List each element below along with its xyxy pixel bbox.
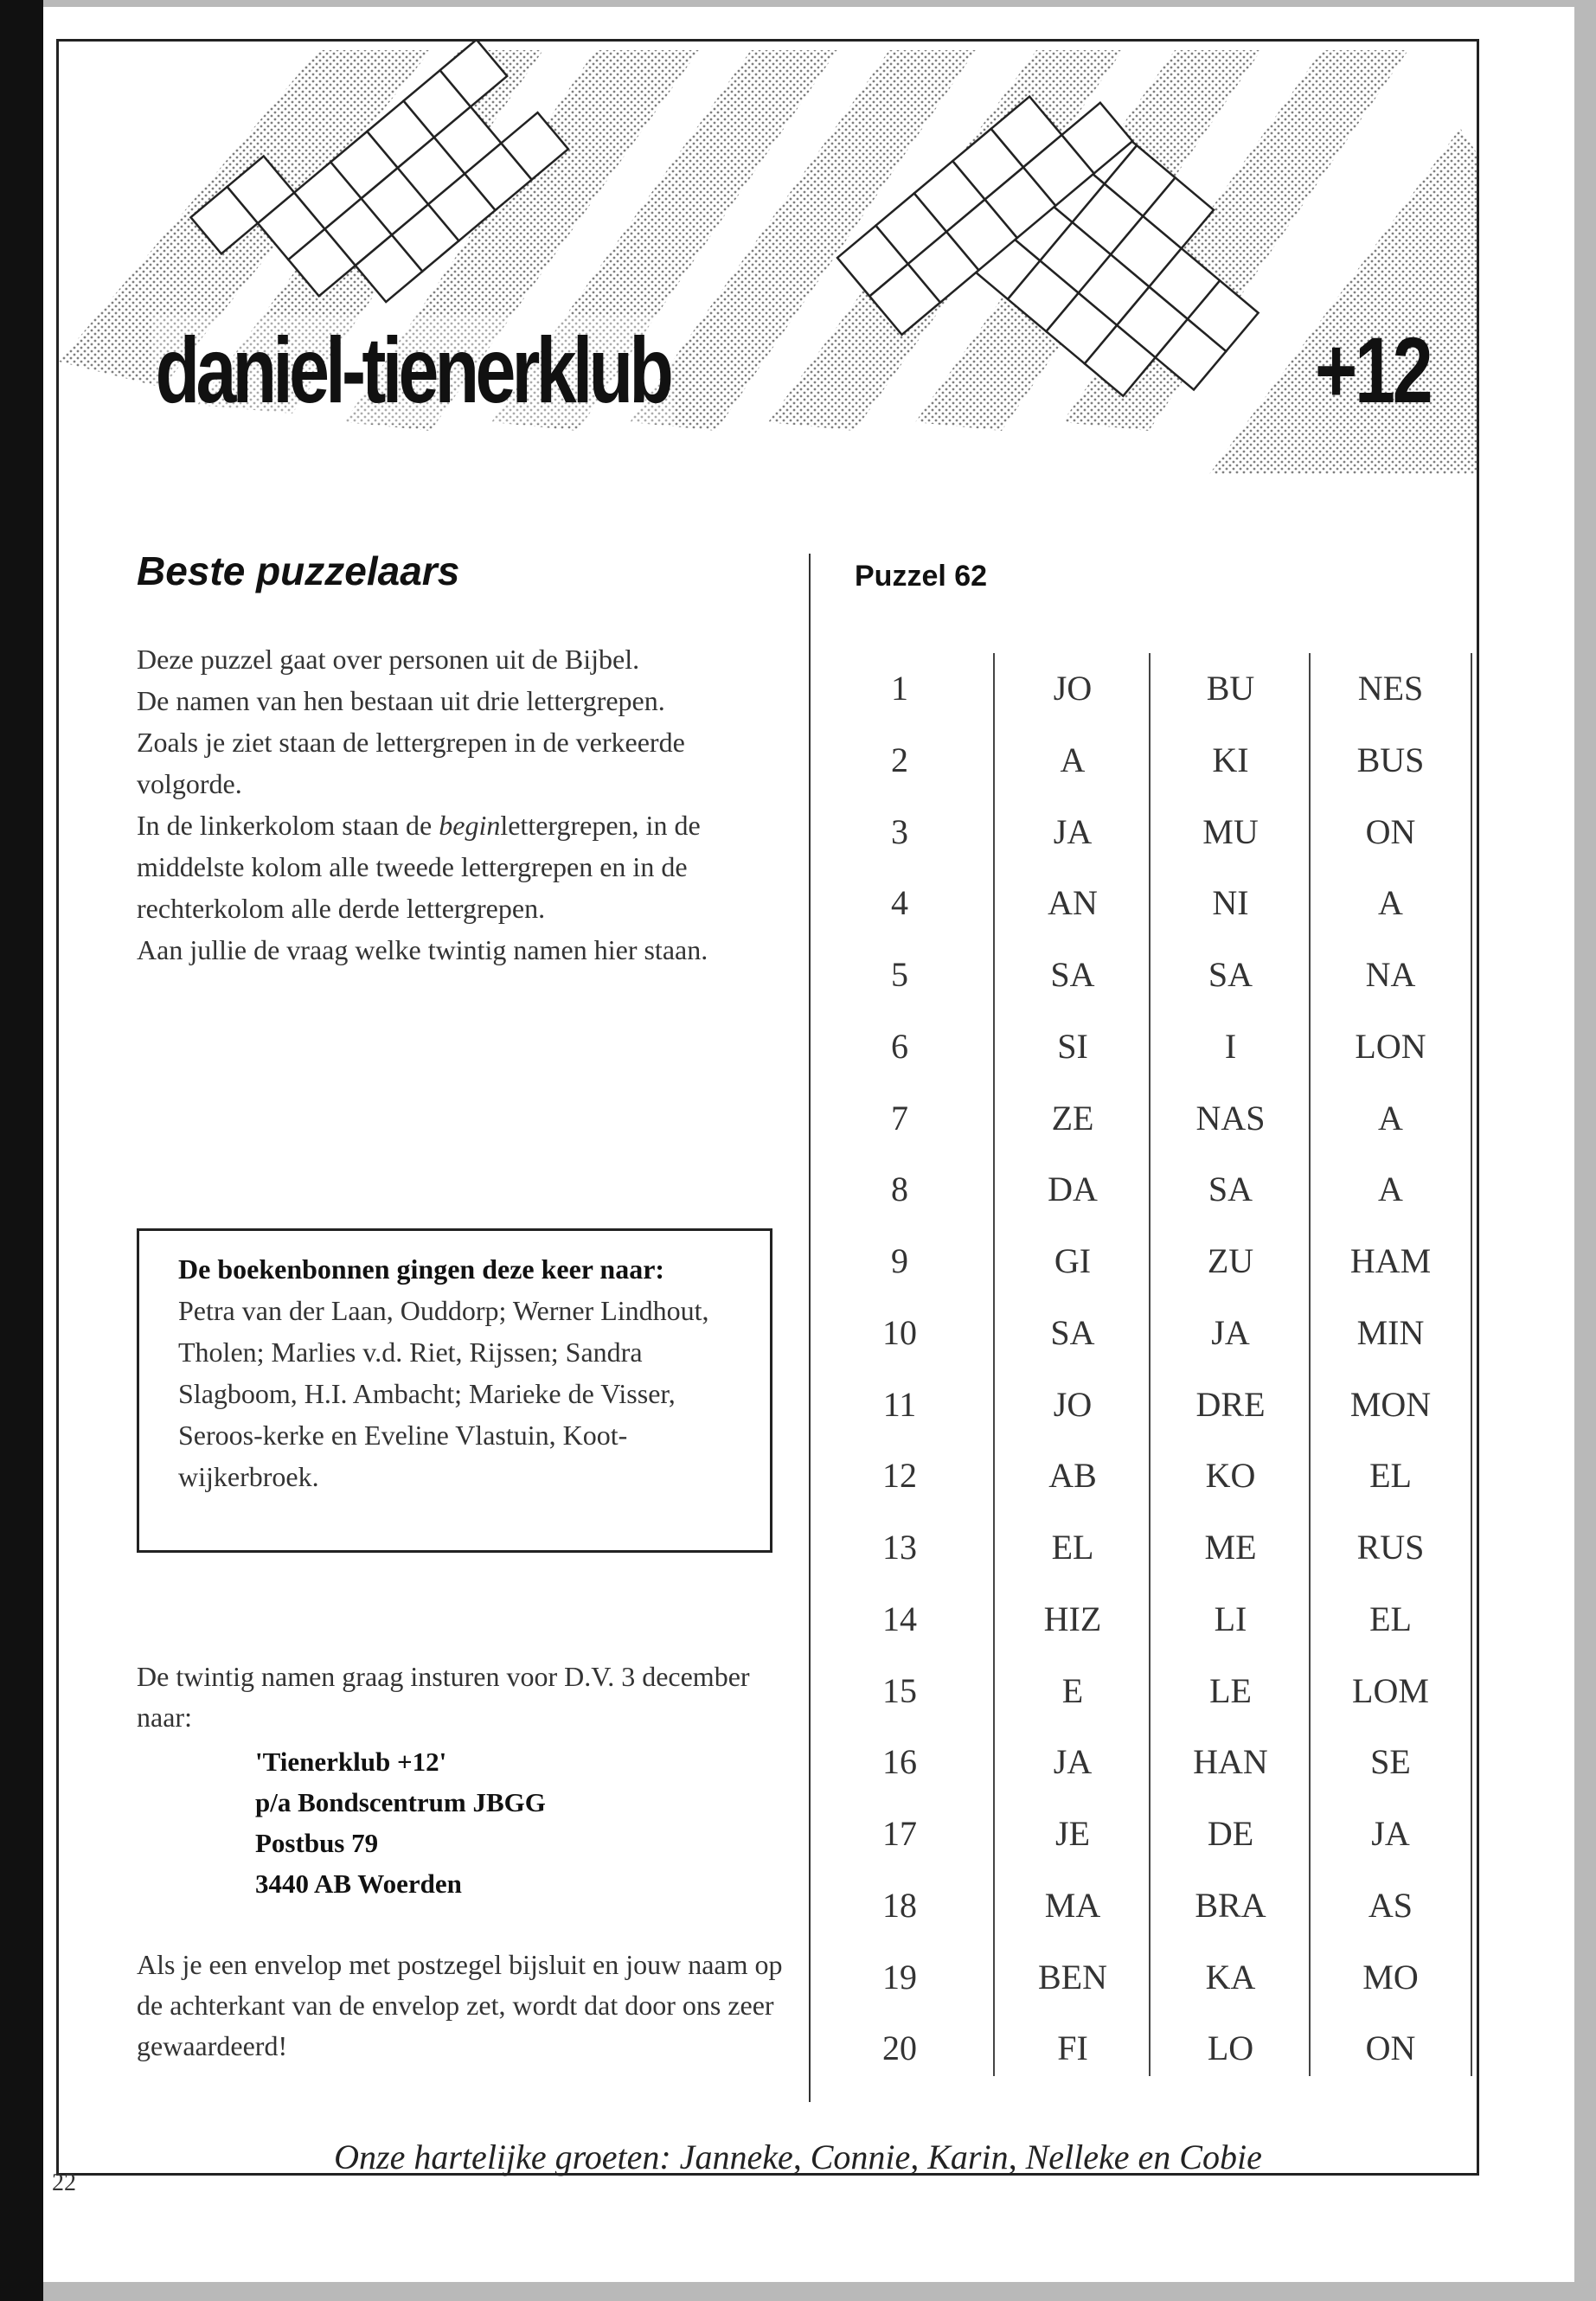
first-syllable: GI (1054, 1241, 1092, 1280)
third-syllable: A (1378, 1170, 1403, 1209)
greeting: Onze hartelijke groeten: Janneke, Connie, Karin, Nelleke en Cobie (334, 2138, 1262, 2176)
third-syllable: ON (1365, 811, 1416, 851)
row-number: 6 (891, 1026, 908, 1066)
puzzle-row (835, 725, 1471, 797)
first-syllable: JO (1053, 1384, 1093, 1424)
row-number: 20 (882, 2029, 917, 2068)
address-line: 'Tienerklub +12' (255, 1747, 447, 1777)
second-syllable: KI (1212, 740, 1249, 779)
puzzle-row (835, 1512, 1471, 1584)
winners-box (137, 1228, 772, 1553)
row-number: 13 (882, 1528, 917, 1567)
first-syllable: E (1061, 1670, 1084, 1710)
intro-paragraph: De namen van hen bestaan uit drie lettergrepen. (137, 685, 665, 716)
second-syllable: I (1224, 1026, 1237, 1066)
first-syllable: EL (1051, 1528, 1094, 1567)
third-syllable: MIN (1356, 1312, 1425, 1352)
second-syllable: ZU (1207, 1241, 1254, 1280)
third-syllable: RUS (1356, 1528, 1425, 1567)
first-syllable: MA (1044, 1885, 1101, 1925)
third-syllable: EL (1369, 1456, 1412, 1496)
row-number: 4 (891, 883, 908, 923)
second-syllable: JA (1211, 1312, 1250, 1352)
address-line: 3440 AB Woerden (255, 1868, 462, 1899)
address-line: Postbus 79 (255, 1828, 379, 1858)
first-syllable: A (1060, 740, 1086, 779)
puzzle-row (835, 1798, 1471, 1870)
third-syllable: NES (1357, 669, 1424, 708)
intro-text (137, 638, 785, 971)
submission-instructions: De twintig namen graag insturen voor D.V. 3 december naar: (137, 1661, 750, 1733)
first-syllable: ZE (1051, 1098, 1094, 1138)
first-syllable: SI (1057, 1026, 1088, 1066)
crossword-header-illustration (59, 42, 1477, 543)
row-number: 7 (891, 1098, 908, 1138)
page-number: 22 (52, 2170, 76, 2196)
address-line: p/a Bondscentrum JBGG (255, 1787, 546, 1817)
row-number: 14 (882, 1599, 917, 1638)
second-syllable: HAN (1193, 1742, 1268, 1782)
second-syllable: LE (1209, 1670, 1252, 1710)
row-number: 15 (882, 1670, 917, 1710)
row-number: 5 (891, 955, 908, 994)
row-number: 1 (891, 669, 908, 708)
second-syllable: MU (1202, 811, 1259, 851)
second-syllable: KA (1205, 1957, 1256, 1997)
second-syllable: NAS (1195, 1098, 1266, 1138)
third-syllable: EL (1369, 1599, 1412, 1638)
first-syllable: AB (1048, 1456, 1097, 1496)
club-title: daniel-tienerklub (151, 316, 674, 424)
intro-paragraph: Deze puzzel gaat over personen uit de Bijbel. (137, 644, 640, 675)
third-syllable: MO (1362, 1957, 1419, 1997)
second-syllable: SA (1208, 1170, 1253, 1209)
second-syllable: DE (1207, 1814, 1254, 1853)
intro-text-part: lettergrepen, in de middelste kolom alle tweede lettergrepen en in de rechterkolom alle derde lettergrepen. (137, 810, 701, 924)
row-number: 3 (891, 811, 908, 851)
winners-title: De boekenbonnen gingen deze keer naar: (178, 1253, 665, 1285)
envelope-note: Als je een envelop met postzegel bijsluit en jouw naam op de achterkant van de envelop zet, wordt dat door ons zeer gewaardeerd! (137, 1949, 783, 2061)
puzzle-row (835, 1083, 1471, 1155)
scan-edge (0, 0, 43, 2301)
third-syllable: ON (1365, 2029, 1416, 2068)
second-syllable: KO (1205, 1456, 1256, 1496)
second-syllable: LI (1214, 1599, 1247, 1638)
second-syllable: BRA (1195, 1885, 1266, 1925)
second-syllable: BU (1206, 669, 1255, 708)
puzzle-row (835, 1584, 1471, 1656)
intro-paragraph: Zoals je ziet staan de lettergrepen in de verkeerde volgorde. (137, 727, 685, 799)
row-number: 8 (891, 1170, 908, 1209)
third-syllable: NA (1365, 955, 1416, 994)
mailing-address (255, 1741, 546, 1904)
row-number: 17 (882, 1814, 917, 1853)
puzzle-row (835, 653, 1471, 725)
first-syllable: AN (1048, 883, 1098, 923)
first-syllable: JA (1053, 811, 1093, 851)
third-syllable: JA (1371, 1814, 1410, 1853)
puzzle-row (835, 1942, 1471, 2014)
third-syllable: BUS (1356, 740, 1425, 779)
syllable-grid (835, 653, 1471, 2072)
puzzle-row (835, 1656, 1471, 1727)
first-syllable: SA (1050, 955, 1095, 994)
row-number: 10 (882, 1312, 917, 1352)
puzzle-row (835, 1298, 1471, 1369)
intro-text-part: In de linkerkolom staan de (137, 810, 439, 841)
grid-line (1471, 653, 1472, 2076)
first-syllable: FI (1057, 2029, 1088, 2068)
puzzle-row (835, 1011, 1471, 1083)
third-syllable: A (1378, 883, 1403, 923)
age-group-label: +12 (1315, 317, 1431, 422)
third-syllable: HAM (1349, 1241, 1432, 1280)
winners-list: Petra van der Laan, Ouddorp; Werner Lindhout, Tholen; Marlies v.d. Riet, Rijssen; Sandra Slagboom, H.I. Ambacht; Marieke de Visser, Seroos-kerke en Eveline Vlastuin, Koot-wijkerbroek. (178, 1295, 709, 1492)
first-syllable: HIZ (1043, 1599, 1102, 1638)
third-syllable: AS (1368, 1885, 1413, 1925)
row-number: 9 (891, 1241, 908, 1280)
letter-heading: Beste puzzelaars (137, 548, 460, 593)
puzzle-row (835, 1226, 1471, 1298)
puzzle-title: Puzzel 62 (855, 560, 988, 593)
row-number: 11 (882, 1384, 917, 1424)
second-syllable: DRE (1195, 1384, 1266, 1424)
puzzle-row (835, 2013, 1471, 2085)
third-syllable: A (1378, 1098, 1403, 1138)
puzzle-row (835, 939, 1471, 1011)
intro-emphasis: begin (439, 810, 501, 841)
first-syllable: JE (1055, 1814, 1090, 1853)
first-syllable: SA (1050, 1312, 1095, 1352)
row-number: 2 (891, 740, 908, 779)
intro-paragraph: Aan jullie de vraag welke twintig namen hier staan. (137, 934, 708, 965)
first-syllable: BEN (1038, 1957, 1107, 1997)
intro-paragraph (137, 804, 785, 929)
second-syllable: SA (1208, 955, 1253, 994)
puzzle-row (835, 1369, 1471, 1441)
first-syllable: JA (1053, 1742, 1093, 1782)
third-syllable: SE (1370, 1742, 1411, 1782)
puzzle-row (835, 797, 1471, 868)
row-number: 18 (882, 1885, 917, 1925)
second-syllable: NI (1212, 883, 1249, 923)
second-syllable: ME (1204, 1528, 1257, 1567)
puzzle-row (835, 1870, 1471, 1942)
puzzle-row (835, 868, 1471, 939)
first-syllable: JO (1053, 669, 1093, 708)
third-syllable: LON (1355, 1026, 1426, 1066)
row-number: 16 (882, 1742, 917, 1782)
puzzle-row (835, 1440, 1471, 1512)
second-syllable: LO (1207, 2029, 1254, 2068)
first-syllable: DA (1048, 1170, 1098, 1209)
puzzle-row (835, 1154, 1471, 1226)
column-divider (809, 554, 811, 2102)
row-number: 19 (882, 1957, 917, 1997)
row-number: 12 (882, 1456, 917, 1496)
third-syllable: LOM (1352, 1670, 1429, 1710)
third-syllable: MON (1349, 1384, 1432, 1424)
puzzle-row (835, 1727, 1471, 1798)
